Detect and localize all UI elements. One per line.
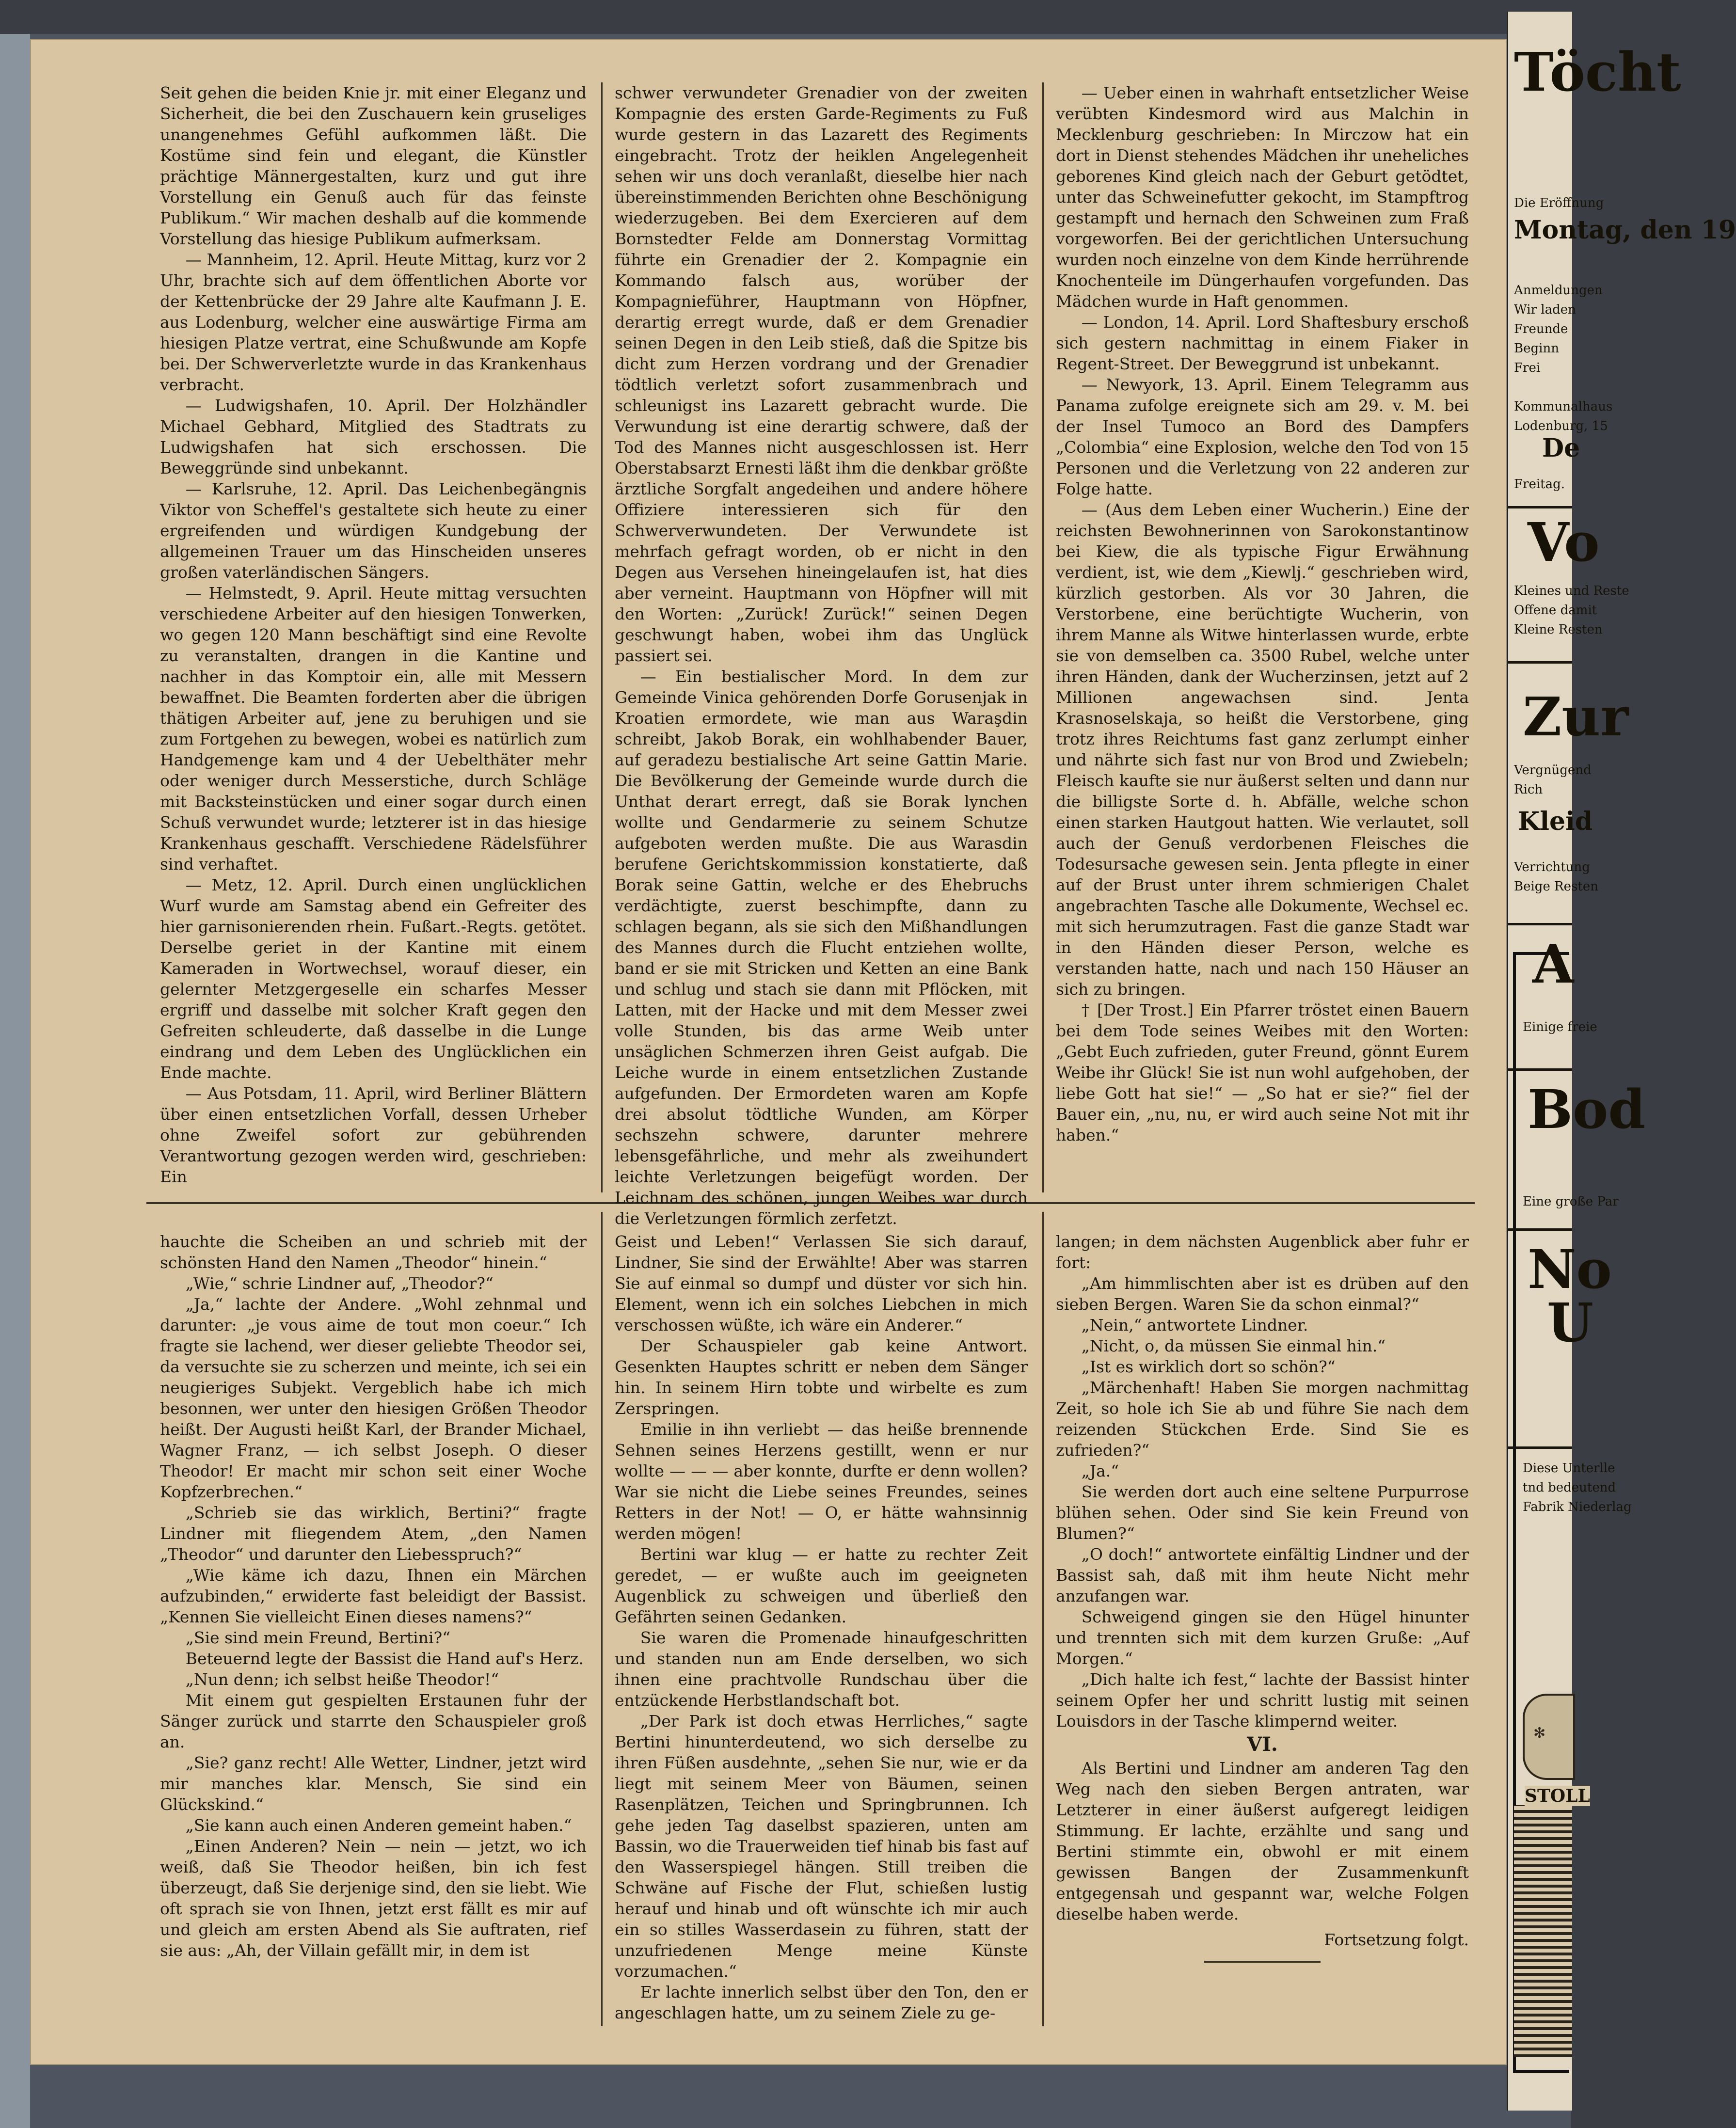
story-paragraph: Bertini war klug — er hatte zu rechter Zeit geredet, — er wußte auch im geeigneten Augenblick zu schweigen und überließ den Gefährten seinen Gedanken. xyxy=(615,1545,1028,1626)
ad-fragment: tnd bedeutend xyxy=(1523,1480,1616,1495)
story-paragraph: „Wie käme ich dazu, Ihnen ein Märchen aufzubinden,“ erwiderte fast beleidigt der Bassist. „Kennen Sie vielleicht Einen dieses namens?“ xyxy=(160,1566,587,1626)
column-rule xyxy=(601,1212,603,2026)
ad-fragment: Beige Resten xyxy=(1514,879,1598,894)
story-paragraph: Sie werden dort auch eine seltene Purpurrose blühen sehen. Oder sind Sie kein Freund von Blumen?“ xyxy=(1056,1482,1469,1543)
ad-fragment: Freitag. xyxy=(1514,477,1565,492)
ad-rule xyxy=(1508,506,1572,508)
feuilleton-column-3 xyxy=(1056,1231,1469,1963)
ad-fragment: Lodenburg, 15 xyxy=(1514,419,1608,433)
ad-fragment: Montag, den 19 xyxy=(1514,215,1736,245)
feuilleton-column-2 xyxy=(615,1231,1028,2023)
story-paragraph: „Märchenhaft! Haben Sie morgen nachmittag Zeit, so hole ich Sie ab und führe Sie nach dem reizenden Stückchen Erde. Sind Sie es zufrieden?“ xyxy=(1056,1378,1469,1460)
story-paragraph: Als Bertini und Lindner am anderen Tag den Weg nach den sieben Bergen antraten, war Letzterer in einer äußerst aufgeregt leidigen Stimmung. Er lachte, erzählte und sang und Bertini stimmte ein, obwohl er mit einem gewissen Bangen der Zusammenkunft entgegensah und gespannt war, welche Folgen dieselbe haben werde. xyxy=(1056,1759,1469,1923)
story-paragraph: „Schrieb sie das wirklich, Bertini?“ fragte Lindner mit fliegendem Atem, „den Namen „Theodor“ und darunter den Liebesspruch?“ xyxy=(160,1503,587,1564)
ad-fragment: A xyxy=(1532,933,1574,995)
shop-emblem-icon: ✻ xyxy=(1523,1694,1575,1780)
news-item: — Aus Potsdam, 11. April, wird Berliner Blättern über einen entsetzlichen Vorfall, dessen Urheber ohne Zweifel sofort zur gebührenden Verantwortung gezogen werden wird, geschrieben: Ein xyxy=(160,1084,587,1186)
ad-rule xyxy=(1508,1228,1572,1231)
ad-fragment: Vo xyxy=(1528,511,1600,573)
ad-fragment: Kleines und Reste xyxy=(1514,584,1629,598)
engraving-illustration xyxy=(1514,1805,1572,2057)
news-item: — Ein bestialischer Mord. In dem zur Gemeinde Vinica gehörenden Dorfe Gorusenjak in Kroatien ermordete, wie man aus Waraşdin schreibt, Jakob Borak, ein wohlhabender Bauer, auf geradezu bestialische Art seine Gattin Marie. Die Bevölkerung der Gemeinde wurde durch die Unthat derart erregt, daß sie Borak lynchen wollte und Gendarmerie zu seinem Schutze aufgeboten werden mußte. Die aus Warasdin berufene Gerichtskommission konstatierte, daß Borak seine Gattin, welche er des Ehebruchs verdächtigte, zuerst beschimpfte, dann zu schlagen begann, als sie sich den Mißhandlungen des Mannes durch die Flucht entziehen wollte, band er sie mit Stricken und Ketten an eine Bank und schlug und stach sie dann mit Pflöcken, mit Latten, mit der Hacke und mit dem Messer zwei volle Stunden, bis das arme Weib unter unsäglichen Schmerzen ihren Geist aufgab. Die Leiche wurde in einem entsetzlichen Zustande aufgefunden. Der Ermordeten waren am Kopfe drei absolut tödtliche Wunden, am Körper sechszehn schwere, darunter mehrere lebensgefährliche, und mehr als zweihundert leichte Verletzungen beigefügt worden. Der Leichnam des schönen, jungen Weibes war durch die Verletzungen förmlich zerfetzt. xyxy=(615,667,1028,1228)
story-paragraph: Schweigend gingen sie den Hügel hinunter und trennten sich mit dem kurzen Gruße: „Auf Morgen.“ xyxy=(1056,1607,1469,1668)
feuilleton-column-1 xyxy=(160,1231,587,1961)
ad-fragment: Offene damit xyxy=(1514,603,1597,618)
ad-fragment: Verrichtung xyxy=(1514,860,1590,874)
ad-fragment: Bod xyxy=(1528,1078,1646,1141)
news-item: — London, 14. April. Lord Shaftesbury erschoß sich gestern nachmittag in einem Fiaker in Regent-Street. Der Beweggrund ist unbekannt. xyxy=(1056,313,1469,373)
news-item: — Helmstedt, 9. April. Heute mittag versuchten verschiedene Arbeiter auf den hiesigen Tonwerken, wo gegen 120 Mann beschäftigt sind eine Revolte zu veranstalten, drangen in die Kantine und nachher in das Komptoir ein, alle mit Messern bewaffnet. Die Beamten forderten aber die übrigen thätigen Arbeiter auf, jene zu beruhigen und sie zum Fortgehen zu bewegen, wobei es natürlich zum Handgemenge kam und 4 der Uebelthäter mehr oder weniger durch Messerstiche, durch Schläge mit Backsteinstücken und einer sogar durch einen Schuß verwundet wurde; letzterer ist in das hiesige Krankenhaus geschafft. Verschiedene Rädelsführer sind verhaftet. xyxy=(160,584,587,873)
ad-fragment: Diese Unterlle xyxy=(1523,1461,1615,1476)
ad-fragment: Einige freie xyxy=(1523,1020,1597,1034)
binding-edge xyxy=(0,34,30,2128)
story-paragraph: „Am himmlischten aber ist es drüben auf den sieben Bergen. Waren Sie da schon einmal?“ xyxy=(1056,1274,1469,1314)
news-item: — Ludwigshafen, 10. April. Der Holzhändler Michael Gebhard, Mitglied des Stadtrats zu Ludwigshafen hat sich erschossen. Die Beweggründe sind unbekannt. xyxy=(160,396,587,477)
story-paragraph: „Der Park ist doch etwas Herrliches,“ sagte Bertini hinunterdeutend, wo sich derselbe zu ihren Füßen ausdehnte, „sehen Sie nur, wie er da liegt mit seinem Meer von Bäumen, seinen Rasenplätzen, Teichen und Springbrunnen. Ich gehe jeden Tag daselbst spazieren, unten am Bassin, wo die Trauerweiden tief hinab bis fast auf den Wasserspiegel hängen. Still treiben die Schwäne auf Fische der Flut, schießen lustig herauf und hinab und oft wünschte ich mir auch ein so stilles Wasserdasein zu führen, statt der unzufriedenen Menge meine Künste vorzumachen.“ xyxy=(615,1712,1028,1981)
ad-fragment: Frei xyxy=(1514,361,1541,375)
ad-fragment: Kleine Resten xyxy=(1514,622,1603,637)
news-paragraph: Seit gehen die beiden Knie jr. mit einer Eleganz und Sicherheit, die bei den Zuschauern kein gruseliges unangenehmes Gefühl aufkommen läßt. Die Kostüme sind fein und elegant, die Künstler prächtige Männergestalten, kurz und gut ihre Vorstellung ein Genuß auch für das feinste Publikum.“ Wir machen deshalb auf die kommende Vorstellung das hiesige Publikum aufmerksam. xyxy=(160,83,587,248)
ad-fragment: Anmeldungen xyxy=(1514,283,1603,298)
ad-fragment: Vergnügend xyxy=(1514,763,1592,778)
news-item: — Ueber einen in wahrhaft entsetzlicher Weise verübten Kindesmord wird aus Malchin in Mecklenburg geschrieben: In Mirczow hat ein dort in Dienst stehendes Mädchen ihr uneheliches geborenes Kind gleich nach der Geburt getödtet, unter das Schweinefutter gekocht, im Stampftrog gestampft und hernach den Schweinen zum Fraß vorgeworfen. Bei der gerichtlichen Untersuchung wurden noch einzelne von dem Kinde herrührende Knochenteile im Düngerhaufen vorgefunden. Das Mädchen wurde in Haft genommen. xyxy=(1056,83,1469,311)
news-item: — Karlsruhe, 12. April. Das Leichenbegängnis Viktor von Scheffel's gestaltete sich heute zu einer ergreifenden und würdigen Kundgebung der allgemeinen Trauer um das Hinscheiden unseres großen vaterländischen Sängers. xyxy=(160,479,587,582)
ad-fragment: Eine große Par xyxy=(1523,1194,1619,1209)
story-paragraph: hauchte die Scheiben an und schrieb mit der schönsten Hand den Namen „Theodor“ hinein.“ xyxy=(160,1232,587,1272)
story-paragraph: „Nun denn; ich selbst heiße Theodor!“ xyxy=(185,1670,499,1689)
ad-fragment: STOLL xyxy=(1525,1786,1590,1806)
story-paragraph: Der Schauspieler gab keine Antwort. Gesenkten Hauptes schritt er neben dem Sänger hin. In seinem Hirn tobte und wirbelte es zum Zerspringen. xyxy=(615,1336,1028,1418)
story-paragraph: „Einen Anderen? Nein — nein — jetzt, wo ich weiß, daß Sie Theodor heißen, bin ich fest überzeugt, daß Sie derjenige sind, den sie liebt. Wie oft sprach sie von Ihnen, jetzt erst fällt es mir auf und gleich am ersten Abend als Sie auftraten, rief sie aus: „Ah, der Villain gefällt mir, in dem ist xyxy=(160,1837,587,1960)
story-paragraph: „Ist es wirklich dort so schön?“ xyxy=(1081,1357,1336,1376)
ad-fragment: Fabrik Niederlag xyxy=(1523,1500,1632,1514)
story-paragraph: Sie waren die Promenade hinaufgeschritten und standen nun am Ende derselben, wo sich ihnen eine prachtvolle Rundschau über die entzückende Herbstlandschaft bot. xyxy=(615,1628,1028,1710)
ad-rule xyxy=(1508,1068,1572,1071)
ad-rule xyxy=(1508,1446,1572,1449)
story-paragraph: „Wie,“ schrie Lindner auf, „Theodor?“ xyxy=(185,1274,494,1293)
ad-rule xyxy=(1508,923,1572,925)
continuation-note: Fortsetzung folgt. xyxy=(1324,1930,1469,1949)
ad-fragment: No xyxy=(1528,1238,1612,1301)
story-paragraph: „Sie? ganz recht! Alle Wetter, Lindner, jetzt wird mir manches klar. Mensch, Sie sind ein Glückskind.“ xyxy=(160,1753,587,1814)
story-paragraph: „Ja,“ lachte der Andere. „Wohl zehnmal und darunter: „je vous aime de tout mon coeur.“ Ich fragte sie lachend, wer dieser geliebte Theodor sei, da versuchte sie zu scherzen und meinte, ich sei ein neugieriges Subjekt. Vergeblich habe ich mich besonnen, wer unter den hiesigen Größen Theodor heißt. Der Augusti heißt Karl, der Brander Michael, Wagner Franz, — ich selbst Joseph. O dieser Theodor! Er macht mir schon seit einer Woche Kopfzerbrechen.“ xyxy=(160,1295,587,1501)
ad-rule xyxy=(1508,661,1572,664)
chapter-heading: VI. xyxy=(1247,1733,1278,1756)
story-paragraph: Emilie in ihn verliebt — das heiße brennende Sehnen seines Herzens gestillt, wenn er nur wollte — — — aber konnte, durfte er denn wollen? War sie nicht die Liebe seines Freundes, seines Retters in der Not! — O, er hätte wahnsinnig werden mögen! xyxy=(615,1420,1028,1543)
story-paragraph: „Nein,“ antwortete Lindner. xyxy=(1081,1316,1308,1334)
ad-fragment: Rich xyxy=(1514,782,1543,797)
adjacent-page-strip xyxy=(1507,12,1736,2111)
news-item: — (Aus dem Leben einer Wucherin.) Eine der reichsten Bewohnerinnen von Sarokonstantinow bei Kiew, die als typische Figur Erwähnung verdient, ist, wie dem „Kiewlj.“ geschrieben wird, kürzlich gestorben. Als vor 30 Jahren, die Verstorbene, eine berüchtigte Wucherin, von ihrem Manne als Witwe hinterlassen wurde, erbte sie von demselben ca. 3500 Rubel, welche unter ihren Händen, dank der Wucherzinsen, jetzt auf 2 Millionen angewachsen sind. Jenta Krasnoselskaja, so heißt die Verstorbene, ging trotz ihres Reichtums fast ganz zerlumpt einher und nährte sich fast nur von Brod und Zwiebeln; Fleisch kaufte sie nur äußerst selten und dann nur die billigste Sorte d. h. Abfälle, welche schon einen starken Hautgout hatten. Wie verlautet, soll auch der Genuß verdorbenen Fleisches die Todesursache gewesen sein. Jenta pflegte in einer auf der Brust unter ihrem schmierigen Chalet angebrachten Tasche alle Dokumente, Wechsel ec. mit sich herumzutragen. Fast die ganze Stadt war in den Händen dieser Person, welche es verstanden hatte, nach und nach 150 Häuser an sich zu bringen. xyxy=(1056,500,1469,999)
ad-fragment: De xyxy=(1542,433,1580,463)
news-item: † [Der Trost.] Ein Pfarrer tröstet einen Bauern bei dem Tode seines Weibes mit den Worten: „Gebt Euch zufrieden, guter Freund, gönnt Eurem Weibe ihr Glück! Sie ist nun wohl aufgehoben, der liebe Gott hat sie!“ — „So hat er sie?“ fiel der Bauer ein, „nu, nu, er wird auch seine Not mit ihr haben.“ xyxy=(1056,1000,1469,1144)
ad-fragment: Beginn xyxy=(1514,341,1559,356)
ad-fragment: Wir laden xyxy=(1514,302,1576,317)
news-column-1 xyxy=(160,82,587,1187)
story-paragraph: „Sie kann auch einen Anderen gemeint haben.“ xyxy=(185,1816,572,1835)
column-rule xyxy=(601,82,603,1192)
column-rule xyxy=(1042,1212,1044,2026)
ad-fragment: Zur xyxy=(1523,685,1629,748)
story-paragraph: „O doch!“ antwortete einfältig Lindner und der Bassist sah, daß mit ihm heute Nicht mehr anzufangen war. xyxy=(1056,1545,1469,1605)
story-paragraph: Beteuernd legte der Bassist die Hand auf's Herz. xyxy=(185,1649,584,1668)
news-item: — Metz, 12. April. Durch einen unglücklichen Wurf wurde am Samstag abend ein Gefreiter des hier garnisonierenden rhein. Fußart.-Regts. getötet. Derselbe geriet in der Kantine mit einem Kameraden in Wortwechsel, worauf dieser, ein gelernter Metzgergeselle ein scharfes Messer ergriff und dasselbe mit solcher Kraft gegen den Gefreiten schleuderte, daß dasselbe in die Lunge eindrang und dem Leben des Unglücklichen ein Ende machte. xyxy=(160,875,587,1082)
news-column-2 xyxy=(615,82,1028,1229)
story-paragraph: langen; in dem nächsten Augenblick aber fuhr er fort: xyxy=(1056,1232,1469,1272)
story-paragraph: „Ja.“ xyxy=(1081,1461,1119,1480)
story-paragraph: „Dich halte ich fest,“ lachte der Bassist hinter seinem Opfer her und schritt lustig mit seinen Louisdors in der Tasche klimpernd weiter. xyxy=(1056,1670,1469,1731)
news-paragraph: schwer verwundeter Grenadier von der zweiten Kompagnie des ersten Garde-Regiments zu Fuß wurde gestern in das Lazarett des Regiments eingebracht. Trotz der heiklen Angelegenheit sehen wir uns doch veranlaßt, dieselbe hier nach übereinstimmenden Berichten ohne Beschönigung wiederzugeben. Bei dem Exercieren auf dem Bornstedter Felde am Donnerstag Vormittag führte ein Grenadier der 2. Kompagnie ein Kommando falsch aus, worüber der Kompagnieführer, Hauptmann von Höpfner, derartig erregt wurde, daß er dem Grenadier seinen Degen in den Leib stieß, daß die Spitze bis dicht zum Herzen vordrang und der Grenadier tödtlich verletzt sofort zusammenbrach und schleunigst ins Lazarett gebracht wurde. Die Verwundung ist eine derartig schwere, daß der Tod des Mannes nicht ausgeschlossen ist. Herr Oberstabsarzt Ernesti läßt ihm die denkbar größte ärztliche Sorgfalt angedeihen und andere höhere Offiziere interessieren sich für den Schwerverwundeten. Der Verwundete ist mehrfach gefragt worden, ob er nicht in den Degen aus Versehen hineingelaufen ist, hat dies aber verneint. Hauptmann von Höpfner will mit den Worten: „Zurück! Zurück!“ seinen Degen geschwungt haben, wobei ihm das Unglück passiert sei. xyxy=(615,83,1028,665)
story-paragraph: „Sie sind mein Freund, Bertini?“ xyxy=(185,1628,451,1647)
story-paragraph: Mit einem gut gespielten Erstaunen fuhr der Sänger zurück und starrte den Schauspieler groß an. xyxy=(160,1691,587,1751)
column-rule xyxy=(1042,82,1044,1192)
ad-fragment: Kleid xyxy=(1518,807,1593,836)
ad-fragment: Freunde xyxy=(1514,322,1568,336)
ad-fragment: Töcht xyxy=(1514,41,1681,103)
news-column-3 xyxy=(1056,82,1469,1145)
story-paragraph: „Nicht, o, da müssen Sie einmal hin.“ xyxy=(1081,1336,1386,1355)
story-paragraph: Geist und Leben!“ Verlassen Sie sich darauf, Lindner, Sie sind der Erwählte! Aber was starren Sie auf einmal so dumpf und düster vor sich hin. Element, wenn ich ein solches Liebchen in mich verschossen wüßte, ich wäre ein Anderer.“ xyxy=(615,1232,1028,1334)
ad-fragment: U xyxy=(1547,1291,1593,1354)
end-rule xyxy=(1204,1961,1321,1963)
ad-fragment: Die Eröffnung xyxy=(1514,196,1604,210)
news-item: — Newyork, 13. April. Einem Telegramm aus Panama zufolge ereignete sich am 29. v. M. bei der Insel Tumoco an Bord des Dampfers „Colombia“ eine Explosion, welche den Tod von 15 Personen und die Verletzung von 22 anderen zur Folge hatte. xyxy=(1056,375,1469,498)
ad-fragment: Kommunalhaus xyxy=(1514,399,1613,414)
news-item: — Mannheim, 12. April. Heute Mittag, kurz vor 2 Uhr, brachte sich auf dem öffentlichen Aborte vor der Kettenbrücke der 29 Jahre alte Kaufmann J. E. aus Lodenburg, welcher eine auswärtige Firma am hiesigen Platze vertrat, eine Schußwunde am Kopfe bei. Der Schwerverletzte wurde in das Krankenhaus verbracht. xyxy=(160,250,587,394)
story-paragraph: Er lachte innerlich selbst über den Ton, den er angeschlagen hatte, um zu seinem Ziele zu ge- xyxy=(615,1983,1028,2022)
